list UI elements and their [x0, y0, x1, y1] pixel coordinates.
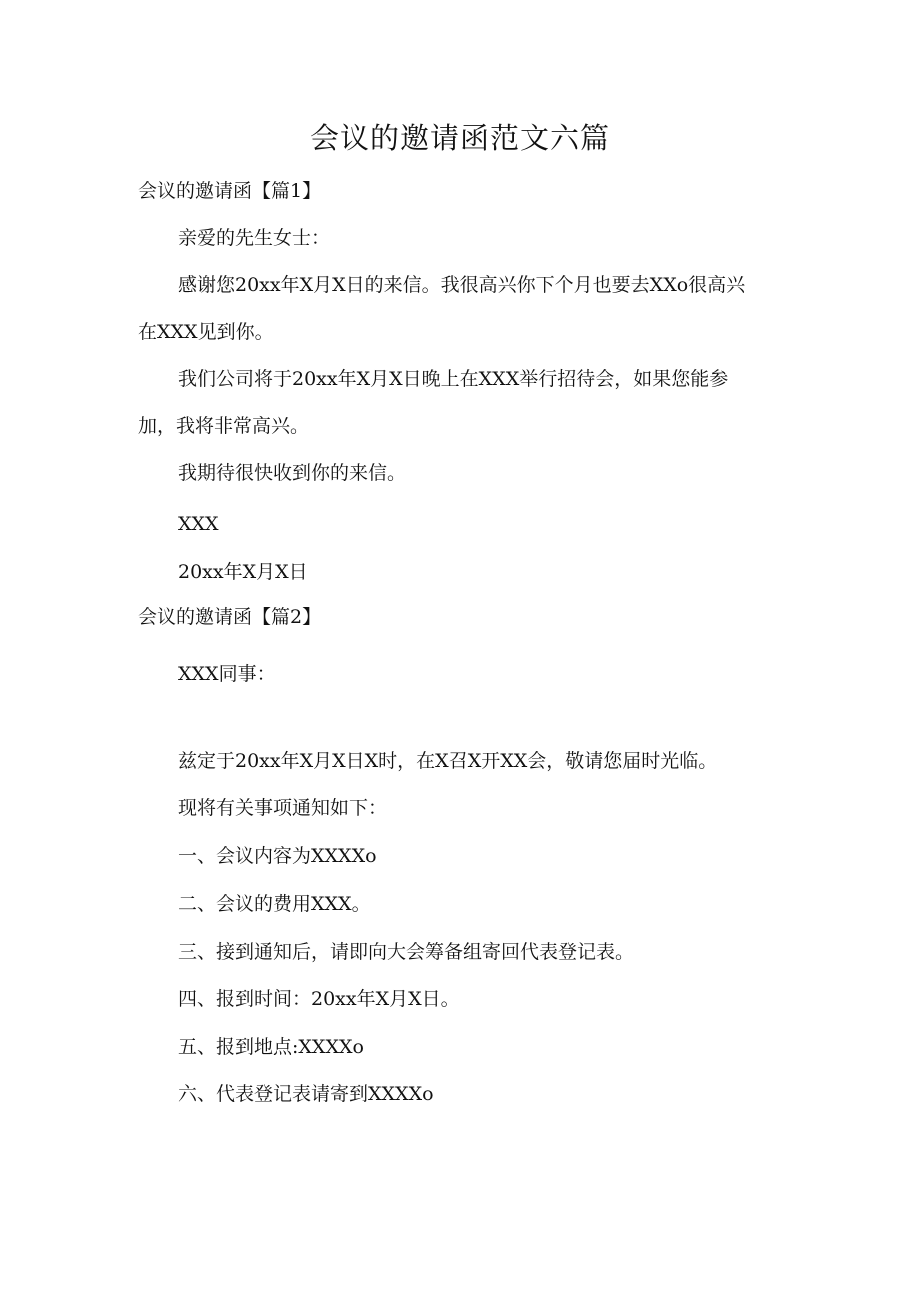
section-1-paragraph-3: 我期待很快收到你的来信。 [178, 462, 407, 484]
section-1-heading: 会议的邀请函【篇1】 [138, 180, 322, 202]
list-item: 五、报到地点:XXXXo [178, 1036, 364, 1058]
section-1-paragraph-2-line-2: 加，我将非常高兴。 [138, 415, 310, 437]
list-item: 六、代表登记表请寄到XXXXo [178, 1083, 434, 1105]
section-2-paragraph-2: 现将有关事项通知如下： [178, 797, 388, 819]
section-2-paragraph-1: 兹定于20xx年X月X日X时，在X召X开XX会，敬请您届时光临。 [178, 750, 718, 772]
section-2-heading: 会议的邀请函【篇2】 [138, 606, 322, 628]
section-1-salutation: 亲爱的先生女士： [178, 227, 331, 249]
section-1-paragraph-1-line-2: 在XXX见到你。 [138, 321, 274, 343]
list-item: 一、会议内容为XXXXo [178, 845, 377, 867]
section-1-paragraph-1-line-1: 感谢您20xx年X月X日的来信。我很高兴你下个月也要去XXo很高兴 [178, 274, 746, 296]
document-title: 会议的邀请函范文六篇 [309, 121, 610, 155]
section-1-paragraph-2-line-1: 我们公司将于20xx年X月X日晚上在XXX举行招待会，如果您能参 [178, 368, 729, 390]
list-item: 三、接到通知后，请即向大会筹备组寄回代表登记表。 [178, 941, 635, 963]
section-2-salutation: XXX同事： [178, 663, 276, 685]
section-1-signature: XXX [178, 513, 219, 535]
list-item: 二、会议的费用XXX。 [178, 893, 371, 915]
list-item: 四、报到时间：20xx年X月X日。 [178, 988, 460, 1010]
section-1-date: 20xx年X月X日 [178, 561, 308, 583]
